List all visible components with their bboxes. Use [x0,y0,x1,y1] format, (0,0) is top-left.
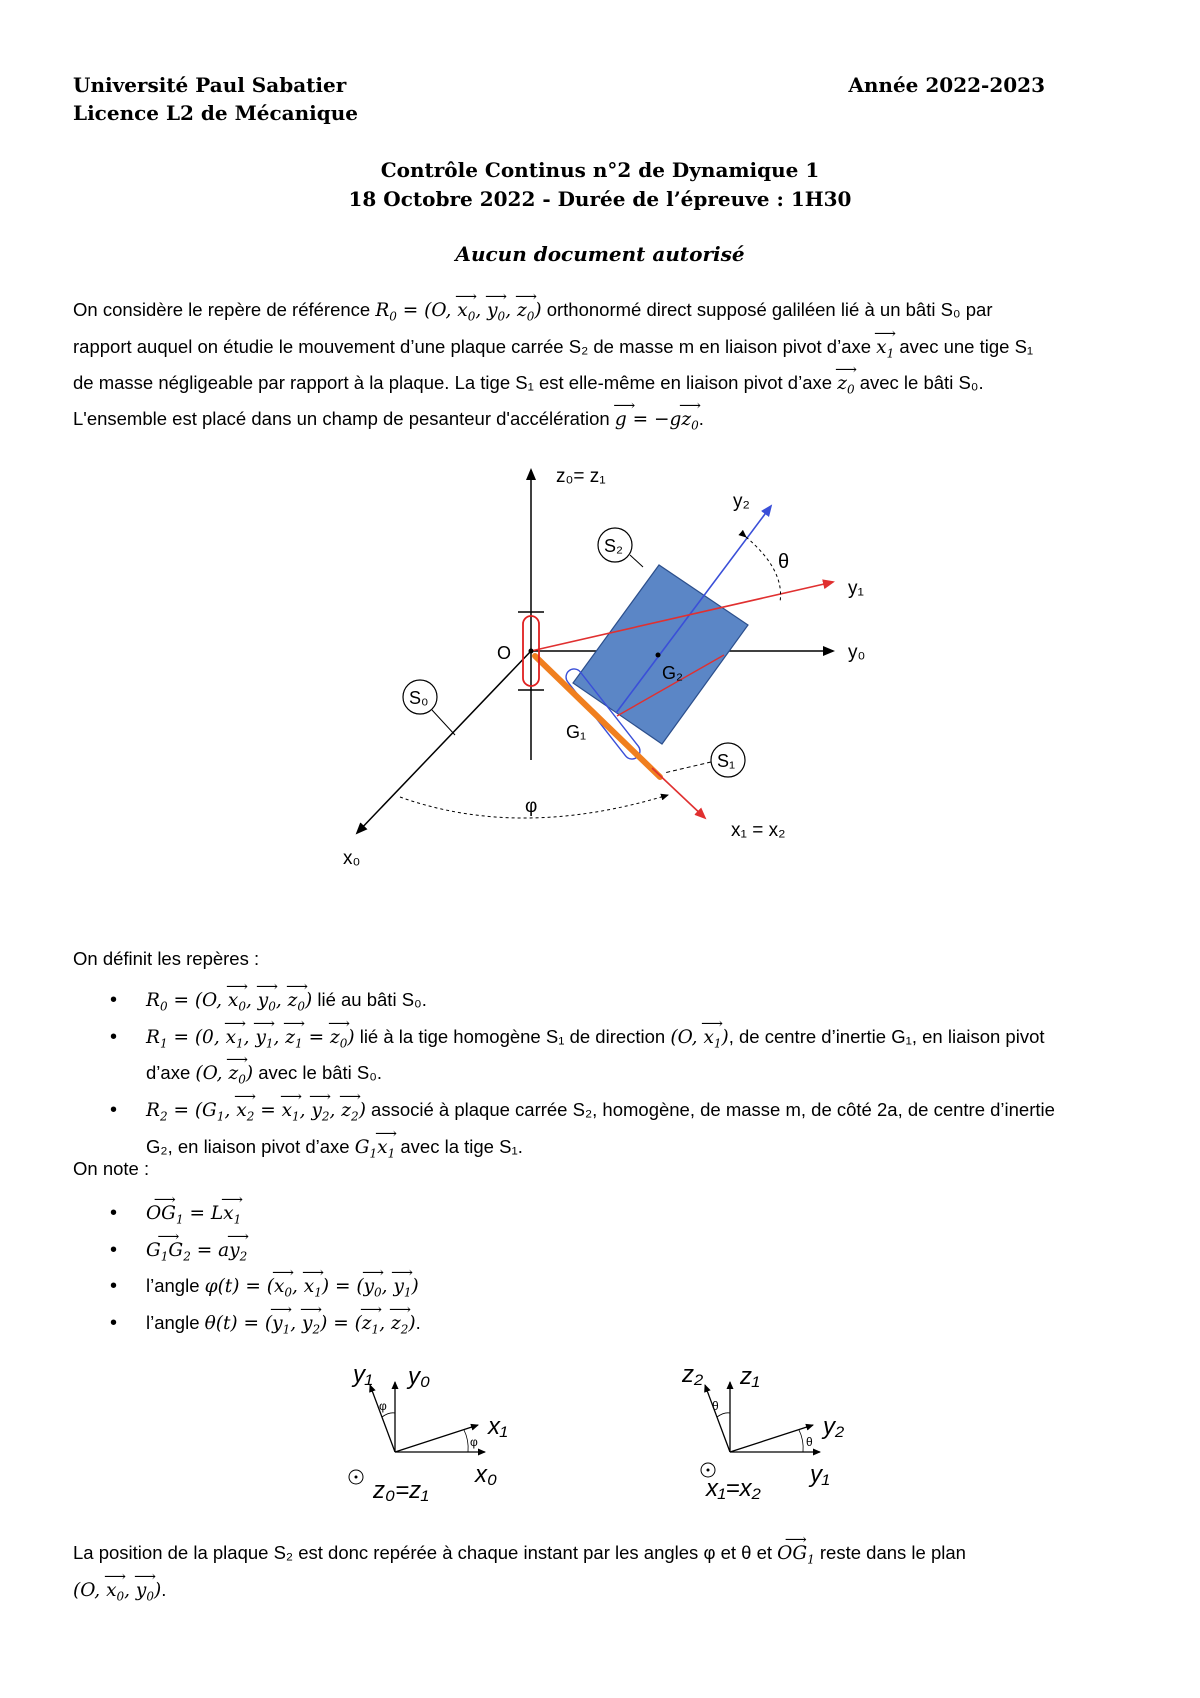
note-phi: • l’angle φ(t) = (⟶ $x_0$, ⟶ $x_1$) = (⟶ $y_0$, ⟶ $y_1$) [100,1271,1140,1308]
frame-r0: • $R_0 = (O$, ⟶ $x_0$, ⟶ $y_0$, ⟶ $z_0$) lié au bâti S₀. [100,985,1140,1022]
frame-r1: • $R_1 = (0$, ⟶ $x_1$, ⟶ $y_1$, ⟶ $z_1$ = ⟶ $z_0$) lié à la tige homogène S₁ de direction (O, ⟶ $x_1$), de centre d’inertie G₁, en liaison pivot d’axe (O, ⟶ $z_0$) avec le bâti S₀. [100,1022,1140,1095]
right-y2-axis [730,1425,813,1452]
note-theta: • l’angle θ(t) = (⟶ $y_1$, ⟶ $y_2$) = (⟶ $z_1$, ⟶ $z_2$). [100,1308,1140,1345]
notes-intro: On note : [73,1158,150,1179]
right-angle-top: θ [712,1399,719,1413]
left-label-z: z₀=z₁ [373,1477,429,1504]
right-label-z2: z₂ [682,1361,704,1388]
exam-date-duration: 18 Octobre 2022 - Durée de l’épreuve : 1H30 [348,187,852,211]
gravity-text: L'ensemble est placé dans un champ de pesanteur d'accélération [73,408,610,429]
academic-year: Année 2022-2023 [848,73,1045,97]
label-g1: G₁ [566,722,587,742]
left-angle-top: φ [379,1399,387,1413]
label-phi: φ [525,796,538,817]
label-y1: y₁ [848,578,864,599]
theta-arc [746,537,781,602]
conclusion-text-2: reste dans le plan [819,1542,966,1563]
intro-paragraph: On considère le repère de référence $R_0 = (O$, ⟶ $x_0$, ⟶ $y_0$, ⟶ $z_0$) orthonormé direct supposé galiléen lié à un bâti S₀ par rapport auquel on étudie le mouvement d’une plaque carrée S₂ de masse m en liaison pivot d’axe ⟶ $x_1$ avec une tige S₁ de masse négligeable par rapport à la plaque. La tige S₁ est elle-même en liaison pivot d’axe ⟶ $z_0$ avec le bâti S₀. [73,295,1133,405]
conclusion-paragraph: La position de la plaque S₂ est donc repérée à chaque instant par les angles φ et θ et ⟶ $OG_1$ reste dans le plan (O, ⟶ $x_0$, ⟶ $y_0$). [73,1538,1133,1611]
left-angle-bottom: φ [470,1435,478,1449]
note-g1g2: • ⟶ $G_1G_2$ = a⟶ $y_2$ [100,1235,1140,1272]
intro-text-3: rapport auquel on étudie le mouvement d’une plaque carrée S₂ de masse m en liaison pivot d’axe [73,335,872,357]
label-g2: G₂ [662,663,683,683]
notes-list [100,1198,1140,1345]
frames-intro: On définit les repères : [73,948,260,969]
right-label-y1: y₁ [810,1461,830,1488]
licence-name: Licence L2 de Mécanique [73,101,358,125]
g2-point [656,653,661,658]
university-name: Université Paul Sabatier [73,73,347,97]
intro-text-6: avec le bâti S₀. [859,372,984,394]
label-y0: y₀ [848,642,866,663]
label-s1: S₁ [717,751,736,771]
label-o: O [497,643,512,663]
right-angle-bottom: θ [806,1435,813,1449]
left-label-y0: y₀ [408,1363,431,1390]
left-x1-axis [395,1425,478,1452]
right-label-x: x₁=x₂ [706,1475,761,1502]
right-label-z1: z₁ [740,1363,760,1390]
label-y2: y₂ [733,491,750,512]
label-x0: x₀ [343,848,361,869]
frame-r2: • $R_2 = (G_1$, ⟶ $x_2$ = ⟶ $x_1$, ⟶ $y_2$, ⟶ $z_2$) associé à plaque carrée S₂, homogène, de masse m, de côté 2a, de centre d’inertie G₂, en liaison pivot d’axe $G_1⟶$ $x_1$ avec la tige S₁. [100,1095,1140,1168]
left-y1-axis [370,1385,395,1452]
label-x1-x2: x₁ = x₂ [731,820,786,841]
intro-text-2: orthonormé direct supposé galiléen lié à un bâti S₀ par [546,299,993,320]
label-s0: S₀ [409,688,429,708]
left-label-x1: x₁ [488,1413,508,1440]
frames-list [100,985,1140,1168]
no-documents-notice: Aucun document autorisé [455,242,745,266]
conclusion-text-1: La position de la plaque S₂ est donc repérée à chaque instant par les angles φ et θ et [73,1542,773,1563]
x0-axis [357,651,531,833]
left-label-y1: y₁ [353,1361,373,1388]
small-figures [0,1340,1200,1520]
left-label-x0: x₀ [475,1461,498,1488]
intro-text-4: avec une tige S₁ [899,335,1034,357]
label-s2: S₂ [604,536,623,556]
label-theta: θ [778,551,790,573]
note-og1: • ⟶ $OG_1$ = L⟶ $x_1$ [100,1198,1140,1235]
intro-text-1: On considère le repère de référence [73,299,371,320]
main-mechanism-figure [0,450,1200,870]
gravity-paragraph: L'ensemble est placé dans un champ de pesanteur d'accélération ⟶ g = −g⟶ $z_0$. [73,404,1133,441]
x1-axis [652,768,705,818]
right-label-y2: y₂ [823,1413,845,1440]
label-z0-z1: z₀= z₁ [556,466,606,487]
exam-title: Contrôle Continus n°2 de Dynamique 1 [380,158,820,182]
intro-text-5: de masse négligeable par rapport à la plaque. La tige S₁ est elle-même en liaison pivot d’axe [73,372,833,394]
right-z2-axis [705,1385,730,1452]
